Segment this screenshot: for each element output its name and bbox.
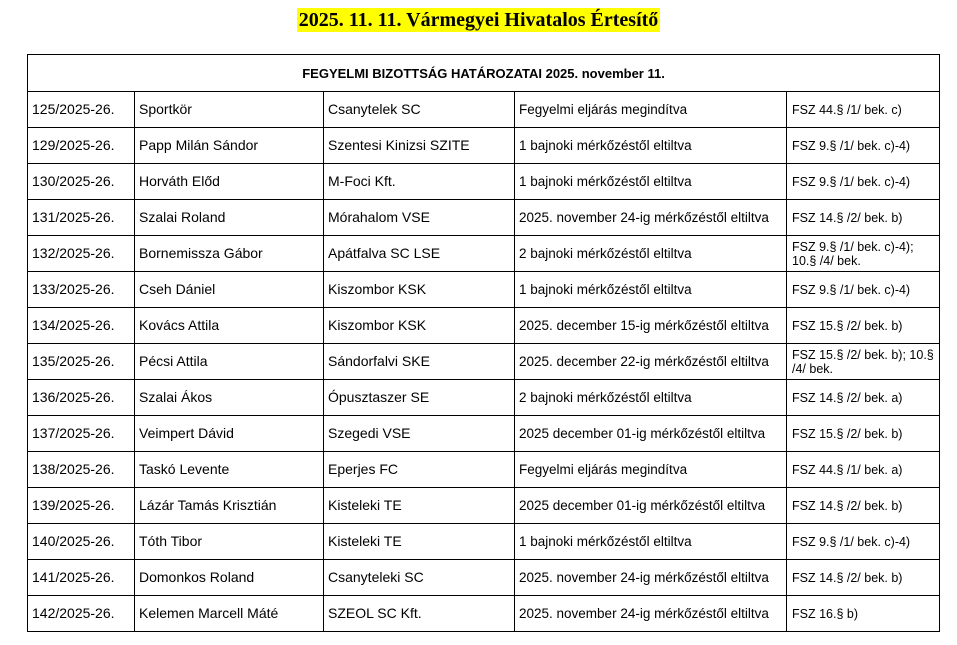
decision-result: 1 bajnoki mérkőzéstől eltiltva [515,272,787,308]
rule-reference: FSZ 14.§ /2/ bek. b) [787,200,940,236]
table-row [28,344,940,380]
page-title: 2025. 11. 11. Vármegyei Hivatalos Értesítő [298,9,659,31]
club-name: Kisteleki TE [324,524,515,560]
table-row [28,236,940,272]
decision-result: Fegyelmi eljárás megindítva [515,92,787,128]
rule-reference: FSZ 14.§ /2/ bek. b) [787,488,940,524]
table-row [28,596,940,632]
decision-number: 135/2025-26. [28,344,135,380]
decision-result: 2025. december 22-ig mérkőzéstől eltiltva [515,344,787,380]
decision-result: 2 bajnoki mérkőzéstől eltiltva [515,236,787,272]
person-name: Tóth Tibor [135,524,324,560]
person-name: Kelemen Marcell Máté [135,596,324,632]
decision-result: 1 bajnoki mérkőzéstől eltiltva [515,164,787,200]
club-name: Eperjes FC [324,452,515,488]
person-name: Veimpert Dávid [135,416,324,452]
decision-number: 131/2025-26. [28,200,135,236]
decision-number: 133/2025-26. [28,272,135,308]
person-name: Szalai Ákos [135,380,324,416]
club-name: SZEOL SC Kft. [324,596,515,632]
rule-reference: FSZ 15.§ /2/ bek. b) [787,308,940,344]
person-name: Taskó Levente [135,452,324,488]
person-name: Cseh Dániel [135,272,324,308]
person-name: Domonkos Roland [135,560,324,596]
person-name: Lázár Tamás Krisztián [135,488,324,524]
title-wrapper [0,8,957,32]
table-body [28,92,940,632]
table-row [28,488,940,524]
table-row [28,524,940,560]
decision-number: 125/2025-26. [28,92,135,128]
decision-number: 138/2025-26. [28,452,135,488]
decision-number: 141/2025-26. [28,560,135,596]
rule-reference: FSZ 9.§ /1/ bek. c)-4) [787,164,940,200]
club-name: Szegedi VSE [324,416,515,452]
rule-reference: FSZ 9.§ /1/ bek. c)-4); 10.§ /4/ bek. [787,236,940,272]
table-row [28,128,940,164]
decision-result: 2025. november 24-ig mérkőzéstől eltiltva [515,200,787,236]
club-name: Kiszombor KSK [324,272,515,308]
club-name: Ópusztaszer SE [324,380,515,416]
decision-number: 140/2025-26. [28,524,135,560]
club-name: Sándorfalvi SKE [324,344,515,380]
decision-number: 130/2025-26. [28,164,135,200]
table-heading: FEGYELMI BIZOTTSÁG HATÁROZATAI 2025. november 11. [28,55,940,92]
decision-result: 1 bajnoki mérkőzéstől eltiltva [515,524,787,560]
club-name: Kisteleki TE [324,488,515,524]
decision-result: 2025 december 01-ig mérkőzéstől eltiltva [515,488,787,524]
decision-number: 129/2025-26. [28,128,135,164]
table-row [28,308,940,344]
rule-reference: FSZ 9.§ /1/ bek. c)-4) [787,272,940,308]
table-row [28,200,940,236]
rule-reference: FSZ 14.§ /2/ bek. b) [787,560,940,596]
person-name: Kovács Attila [135,308,324,344]
club-name: Csanyteleki SC [324,560,515,596]
club-name: Kiszombor KSK [324,308,515,344]
rule-reference: FSZ 9.§ /1/ bek. c)-4) [787,524,940,560]
person-name: Szalai Roland [135,200,324,236]
decision-number: 132/2025-26. [28,236,135,272]
table-row [28,452,940,488]
person-name: Pécsi Attila [135,344,324,380]
club-name: M-Foci Kft. [324,164,515,200]
table-row [28,164,940,200]
club-name: Csanytelek SC [324,92,515,128]
rule-reference: FSZ 15.§ /2/ bek. b); 10.§ /4/ bek. [787,344,940,380]
rule-reference: FSZ 44.§ /1/ bek. c) [787,92,940,128]
decision-result: 2025. november 24-ig mérkőzéstől eltiltva [515,596,787,632]
decisions-table [27,54,940,632]
rule-reference: FSZ 15.§ /2/ bek. b) [787,416,940,452]
decision-result: 2025. november 24-ig mérkőzéstől eltiltva [515,560,787,596]
decision-number: 137/2025-26. [28,416,135,452]
rule-reference: FSZ 44.§ /1/ bek. a) [787,452,940,488]
person-name: Horváth Előd [135,164,324,200]
club-name: Szentesi Kinizsi SZITE [324,128,515,164]
table-row [28,416,940,452]
rule-reference: FSZ 14.§ /2/ bek. a) [787,380,940,416]
person-name: Sportkör [135,92,324,128]
club-name: Apátfalva SC LSE [324,236,515,272]
decision-result: 2025. december 15-ig mérkőzéstől eltiltva [515,308,787,344]
person-name: Papp Milán Sándor [135,128,324,164]
table-row [28,92,940,128]
decision-result: 2 bajnoki mérkőzéstől eltiltva [515,380,787,416]
club-name: Mórahalom VSE [324,200,515,236]
decision-number: 142/2025-26. [28,596,135,632]
person-name: Bornemissza Gábor [135,236,324,272]
decision-number: 136/2025-26. [28,380,135,416]
decision-result: 1 bajnoki mérkőzéstől eltiltva [515,128,787,164]
decision-result: Fegyelmi eljárás megindítva [515,452,787,488]
decision-number: 134/2025-26. [28,308,135,344]
table-row [28,380,940,416]
rule-reference: FSZ 9.§ /1/ bek. c)-4) [787,128,940,164]
rule-reference: FSZ 16.§ b) [787,596,940,632]
table-row [28,272,940,308]
table-row [28,560,940,596]
decision-number: 139/2025-26. [28,488,135,524]
decision-result: 2025 december 01-ig mérkőzéstől eltiltva [515,416,787,452]
